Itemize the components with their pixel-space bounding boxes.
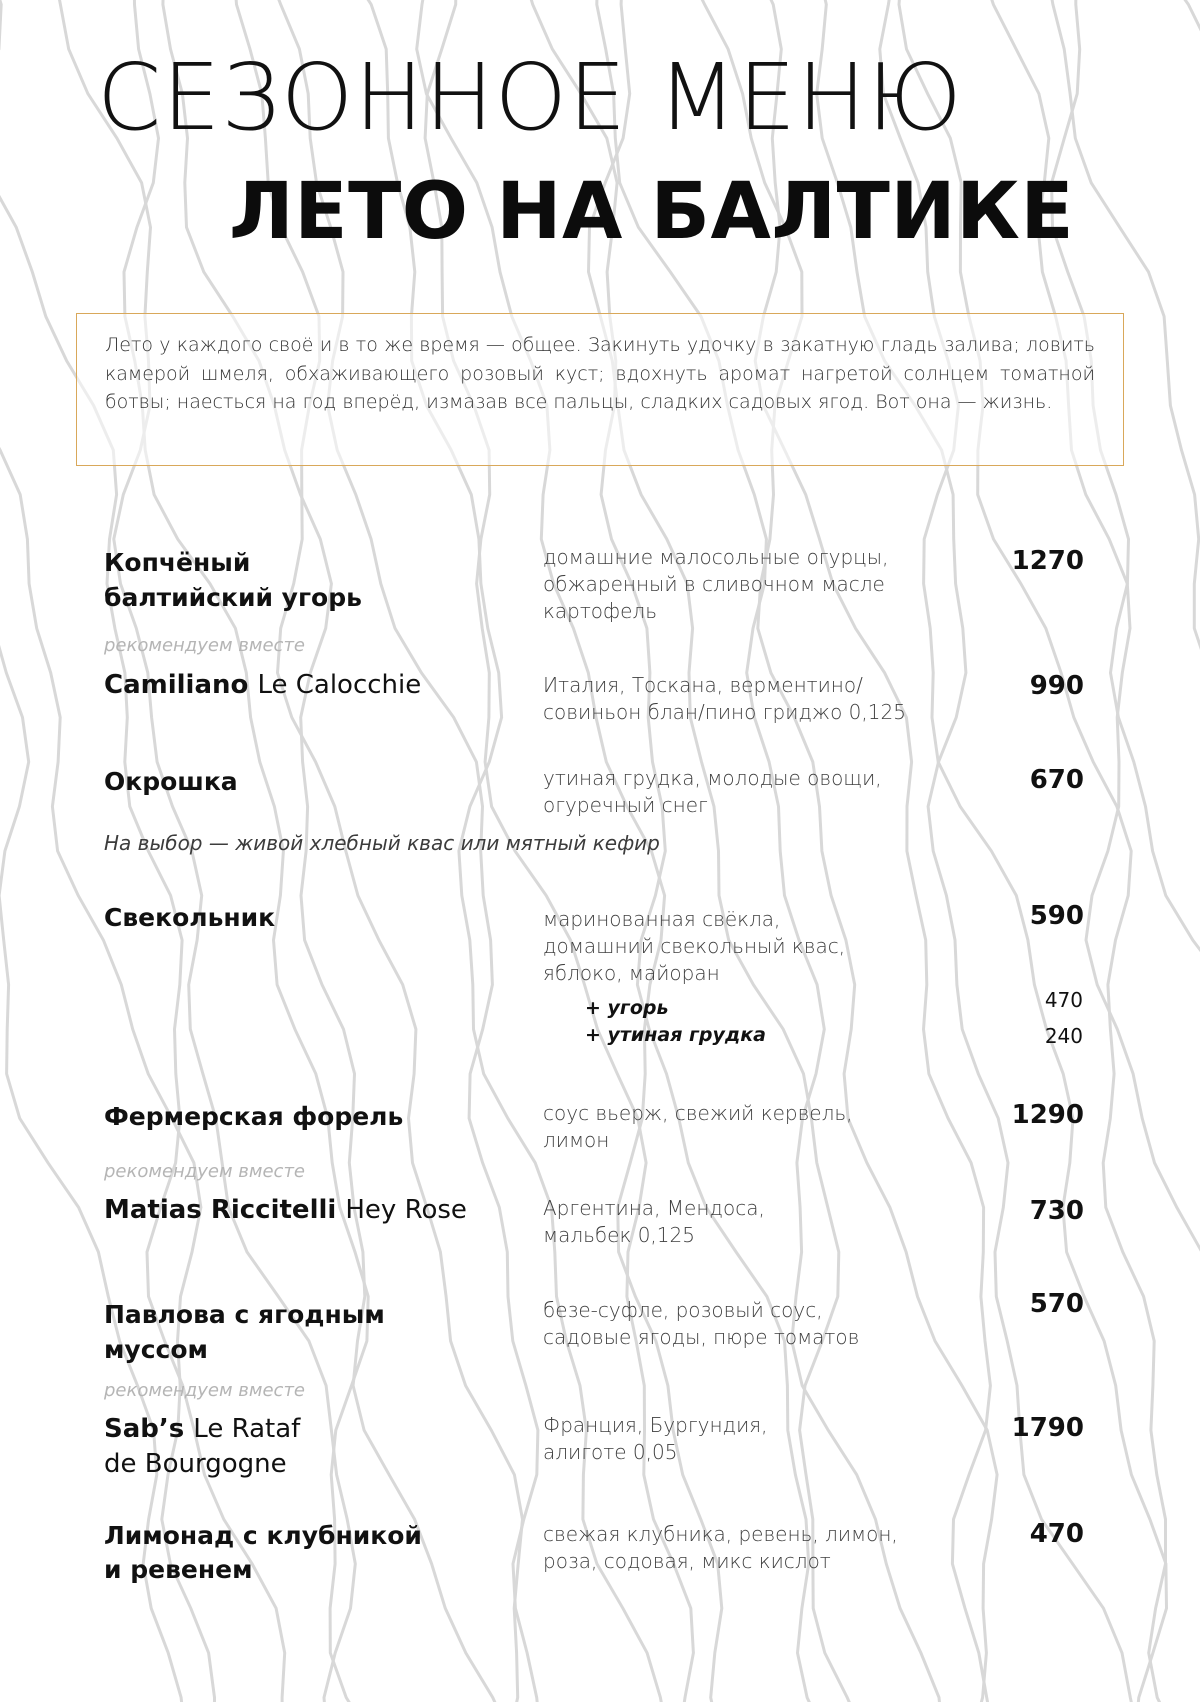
wine-price: 1790 [1011, 1413, 1084, 1443]
recommend-label: рекомендуем вместе [104, 1161, 305, 1182]
dish-price: 1290 [1011, 1100, 1084, 1130]
wine-name-line2 [104, 1447, 287, 1482]
dish-desc-line: соус вьерж, свежий кервель, [543, 1101, 853, 1125]
dish-price: 470 [1029, 1519, 1084, 1549]
dish-name-line: и ревенем [104, 1555, 253, 1584]
wine-price: 990 [1029, 671, 1084, 701]
wine-title: de Bourgogne [104, 1449, 287, 1479]
wine-producer: Camiliano [104, 670, 249, 700]
wine-price: 730 [1029, 1196, 1084, 1226]
wine-desc-line: Франция, Бургундия, [543, 1413, 768, 1437]
intro-frame [76, 313, 1124, 466]
dish-desc-line: домашние малосольные огурцы, [543, 545, 889, 569]
dish-desc-line: роза, содовая, микс кислот [543, 1549, 831, 1573]
dish-name-line: муссом [104, 1335, 208, 1364]
wine-desc-line: Италия, Тоскана, верментино/ [543, 673, 863, 697]
wine-desc-line: мальбек 0,125 [543, 1223, 695, 1247]
dish-desc-line: безе-суфле, розовый соус, [543, 1298, 823, 1322]
wine-name [104, 1193, 467, 1228]
dish-desc-line: картофель [543, 599, 658, 623]
dish-price: 1270 [1011, 546, 1084, 576]
dish-desc-line: лимон [543, 1128, 610, 1152]
addon-duck-price: 240 [1044, 1024, 1083, 1048]
addon-eel-label: + угорь [585, 997, 669, 1019]
dish-desc-line: свежая клубника, ревень, лимон, [543, 1522, 898, 1546]
wine-name [104, 1412, 300, 1447]
wine-desc-line: алиготе 0,05 [543, 1440, 678, 1464]
dish-name-line: Копчёный [104, 548, 251, 577]
dish-desc-line: яблоко, майоран [543, 961, 720, 985]
dish-name: Окрошка [104, 767, 238, 796]
wine-name [104, 668, 421, 703]
addon-eel-price: 470 [1044, 988, 1083, 1012]
wine-desc-line: совиньон блан/пино гриджо 0,125 [543, 700, 906, 724]
wine-producer: Matias Riccitelli [104, 1195, 337, 1225]
okroshka-note: На выбор — живой хлебный квас или мятный кефир [104, 831, 660, 855]
dish-desc-line: домашний свекольный квас, [543, 934, 846, 958]
dish-price: 670 [1029, 765, 1084, 795]
recommend-label: рекомендуем вместе [104, 1380, 305, 1401]
dish-name-line: Лимонад с клубникой [104, 1521, 422, 1550]
dish-desc-line: утиная грудка, молодые овощи, [543, 766, 882, 790]
dish-price: 590 [1029, 901, 1084, 931]
wine-producer: Sab’s [104, 1414, 185, 1444]
recommend-label: рекомендуем вместе [104, 635, 305, 656]
intro-text: Лето у каждого своё и в то же время — общее. Закинуть удочку в закатную гладь залива; ловить камерой шмеля, обхаживающего розовый куст; вдохнуть аромат нагретой солнцем томатной ботвы; наесться на год вперёд, измазав все пальцы, сладких садовых ягод. Вот она — жизнь. [105, 334, 1095, 413]
dish-desc-line: обжаренный в сливочном масле [543, 572, 885, 596]
dish-name-line: балтийский угорь [104, 583, 362, 612]
wine-title: Le Rataf [193, 1414, 301, 1444]
wine-title: Hey Rose [345, 1195, 467, 1225]
dish-name-line: Павлова с ягодным [104, 1300, 385, 1329]
dish-name: Фермерская форель [104, 1102, 404, 1131]
wine-desc-line: Аргентина, Мендоса, [543, 1196, 765, 1220]
dish-name: Свекольник [104, 903, 276, 932]
page-title-season-menu: СЕЗОННОЕ МЕНЮ [97, 44, 963, 151]
dish-price: 570 [1029, 1289, 1084, 1319]
page-title-summer-baltic: ЛЕТО НА БАЛТИКЕ [229, 167, 1075, 257]
wine-title: Le Calocchie [257, 670, 422, 700]
dish-desc-line: огуречный снег [543, 793, 708, 817]
dish-desc-line: маринованная свёкла, [543, 907, 781, 931]
addon-duck-label: + утиная грудка [585, 1024, 766, 1046]
dish-desc-line: садовые ягоды, пюре томатов [543, 1325, 860, 1349]
